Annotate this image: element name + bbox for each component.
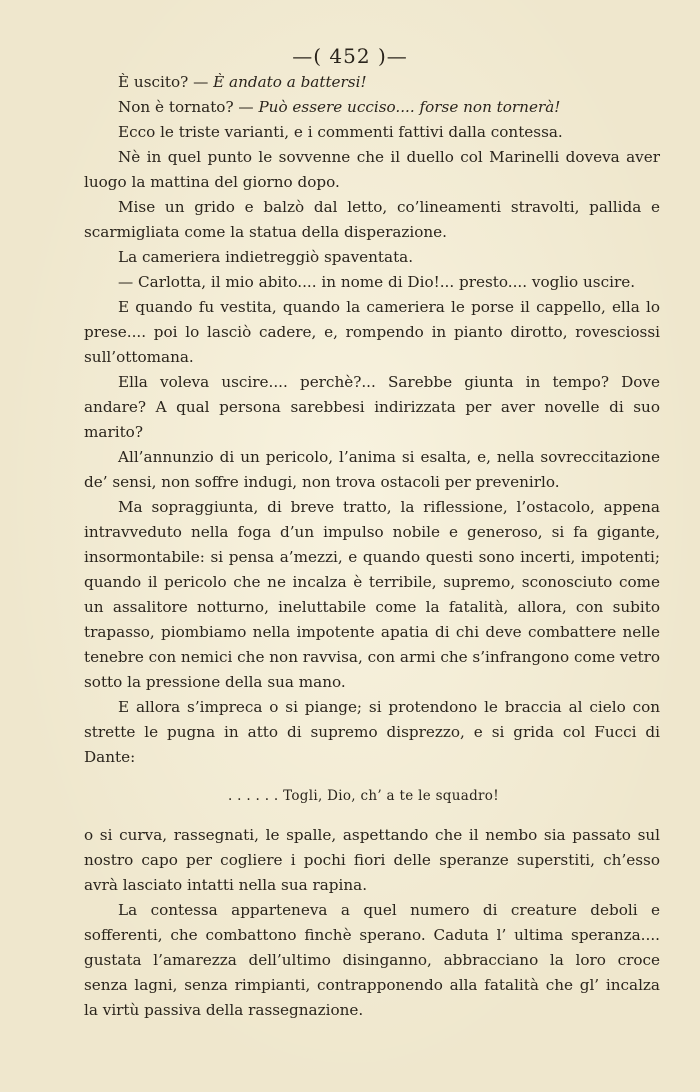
paragraph-2-italic: Può essere ucciso.... forse non tornerà! bbox=[258, 98, 561, 116]
paragraph-12: E allora s’impreca o si piange; si protendono le braccia al cielo con strette le pugna in atto di supremo disprezzo, e si grida col Fucci di Dante: bbox=[84, 698, 660, 766]
verse-quote: . . . . . . Togli, Dio, ch’ a te le squadro! bbox=[228, 788, 499, 804]
paragraph-9: Ella voleva uscire.... perchè?... Sarebbe giunta in tempo? Dove andare? A qual persona sarebbesi indirizzata per aver novelle di suo marito? bbox=[84, 373, 660, 441]
paragraph-1-text: È uscito? — bbox=[118, 73, 214, 91]
paragraph-11: Ma sopraggiunta, di breve tratto, la riflessione, l’ostacolo, appena intravveduto nella foga d’un impulso nobile e generoso, si fa gigante, insormontabile: si pensa a’mezzi, e quando questi sono incerti, impotenti; quando il pericolo che ne incalza è terribile, supremo, sconosciuto come un assalitore notturno, ineluttabile come la fatalità, allora, con subito trapasso, piombiamo nella impotente apatia di chi deve combattere nelle tenebre con nemici che non ravvisa, con armi che s’infrangono come vetro sotto la pressione della sua mano. bbox=[84, 498, 660, 691]
paragraph-8: E quando fu vestita, quando la cameriera le porse il cappello, ella lo prese.... poi lo lasciò cadere, e, rompendo in pianto dirotto, rovesciossi sull’ottomana. bbox=[84, 298, 660, 366]
page-number: —( 452 )— bbox=[292, 44, 408, 68]
body-text bbox=[84, 70, 660, 1023]
paragraph-1-italic: È andato a battersi! bbox=[213, 73, 367, 91]
paragraph-2 bbox=[84, 95, 660, 120]
paragraph-7: — Carlotta, il mio abito.... in nome di Dio!... presto.... voglio uscire. bbox=[118, 273, 636, 291]
final-paragraph: La contessa apparteneva a quel numero di creature deboli e sofferenti, che combattono finchè sperano. Caduta l’ ultima speranza.... gustata l’amarezza dell’ultimo disinganno, abbracciano la loro croce senza lagni, senza rimpianti, contrapponendo alla fatalità che gl’ incalza la virtù passiva della rassegnazione. bbox=[84, 901, 660, 1019]
paragraph-3: Ecco le triste varianti, e i commenti fattivi dalla contessa. bbox=[118, 123, 563, 141]
paragraph-1 bbox=[84, 70, 660, 95]
paragraph-6: La cameriera indietreggiò spaventata. bbox=[118, 248, 414, 266]
paragraph-after-quote: o si curva, rassegnati, le spalle, aspettando che il nembo sia passato sul nostro capo per cogliere i pochi fiori delle speranze superstiti, ch’esso avrà lasciato intatti nella sua rapina. bbox=[84, 826, 660, 894]
paragraph-5: Mise un grido e balzò dal letto, co’lineamenti stravolti, pallida e scarmigliata come la statua della disperazione. bbox=[84, 198, 660, 241]
paragraph-10: All’annunzio di un pericolo, l’anima si esalta, e, nella sovreccitazione de’ sensi, non soffre indugi, non trova ostacoli per prevenirlo. bbox=[84, 448, 660, 491]
paragraph-2-text: Non è tornato? — bbox=[118, 98, 259, 116]
paragraph-4: Nè in quel punto le sovvenne che il duello col Marinelli doveva aver luogo la mattina del giorno dopo. bbox=[84, 148, 660, 191]
